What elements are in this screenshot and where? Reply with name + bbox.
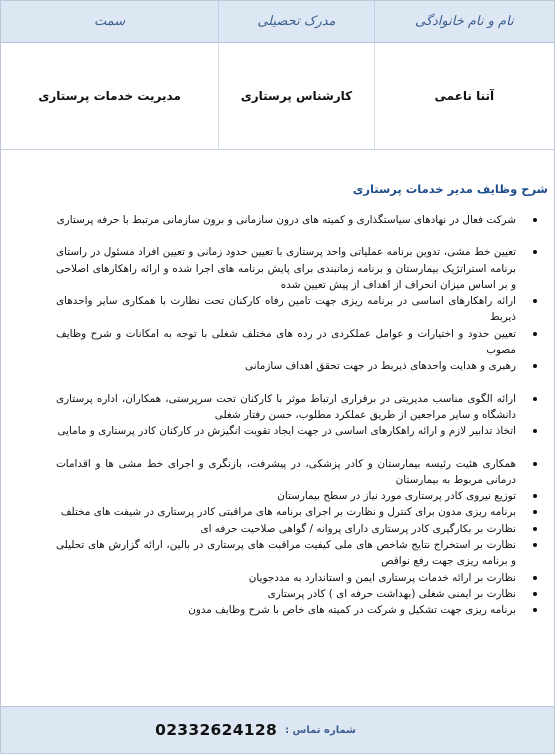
duty-item: برنامه ریزی مدون برای کنترل و نظارت بر اجرای برنامه های مراقبتی کادر پرستاری در شیفت های مختلف [56, 504, 516, 520]
duty-item: شرکت فعال در نهادهای سیاستگذاری و کمیته های درون سازمانی و برون سازمانی مرتبط با حرفه پرستاری [56, 212, 516, 228]
duty-item: همکاری هئیت رئیسه بیمارستان و کادر پزشکی، در پیشرفت، بازنگری و اجرای خط مشی ها و اقدامات درمانی مربوط به بیمارستان [56, 456, 516, 489]
duty-item: تعیین حدود و اختیارات و عوامل عملکردی در رده های مختلف شغلی با توجه به امکانات و شرح وظایف مصوب [56, 326, 516, 359]
duty-item: نظارت بر استخراج نتایج شاخص های ملی کیفیت مراقبت های پرستاری در بالین، ارائه گزارش های تحلیلی و برنامه ریزی جهت رفع نواقص [56, 537, 516, 570]
contact-phone-number: 02332624128 [155, 721, 278, 739]
table-header-row [1, 1, 554, 43]
duty-item: ارائه راهکارهای اساسی در برنامه ریزی جهت تامین رفاه کارکنان تحت نظارت با همکاری سایر واحدهای ذیربط [56, 293, 516, 326]
duties-list [56, 212, 516, 619]
duty-item: نظارت بر بکارگیری کادر پرستاری دارای پروانه / گواهی صلاحیت حرفه ای [56, 521, 516, 537]
degree-value: کارشناس پرستاری [218, 43, 373, 149]
duty-item: توزیع نیروی کادر پرستاری مورد نیاز در سطح بیمارستان [56, 488, 516, 504]
position-column-header: سمت [94, 14, 126, 29]
job-description-title: شرح وظایف مدیر خدمات پرستاری [352, 182, 548, 196]
table-value-row [1, 43, 554, 150]
duty-item: اتخاذ تدابیر لازم و ارائه راهکارهای اساسی در جهت ایجاد تقویت انگیزش در کارکنان کادر پرستاری و مامایی [56, 423, 516, 439]
duty-item: نظارت بر ایمنی شغلی (بهداشت حرفه ای ) کادر پرستاری [56, 586, 516, 602]
duty-item: ارائه الگوی مناسب مدیریتی در برقراری ارتباط موثر با کارکنان تحت سرپرستی، همکاران، اداره پرستاری دانشگاه و سایر مراجعین از طریق عملکرد مطلوب، حسن رفتار شغلی [56, 391, 516, 424]
duty-item: نظارت بر ارائه خدمات پرستاری ایمن و استاندارد به مددجویان [56, 570, 516, 586]
job-description-section [1, 150, 554, 708]
name-column-header: نام و نام خانوادگی [374, 1, 554, 42]
degree-column-header: مدرک تحصیلی [218, 1, 373, 42]
position-value: مدیریت خدمات پرستاری [38, 89, 181, 103]
duty-item: رهبری و هدایت واحدهای ذیربط در جهت تحقق اهداف سازمانی [56, 358, 516, 374]
name-value: آتنا ناعمی [374, 43, 554, 149]
contact-footer [1, 706, 554, 753]
contact-label: شماره تماس : [285, 724, 356, 736]
duty-item: تعیین خط مشی، تدوین برنامه عملیاتی واحد پرستاری با تعیین حدود زمانی و تعیین افراد مسئول در راستای برنامه استراتژیک بیمارستان و برنامه زمانبندی برای پایش برنامه های اجرا شده و ارائه راهکارهای اصلاحی و بر اساس میزان انحراف از اهداف از پیش تعیین شده [56, 244, 516, 293]
duty-item: برنامه ریزی جهت تشکیل و شرکت در کمیته های خاص با شرح وظایف مدون [56, 602, 516, 618]
